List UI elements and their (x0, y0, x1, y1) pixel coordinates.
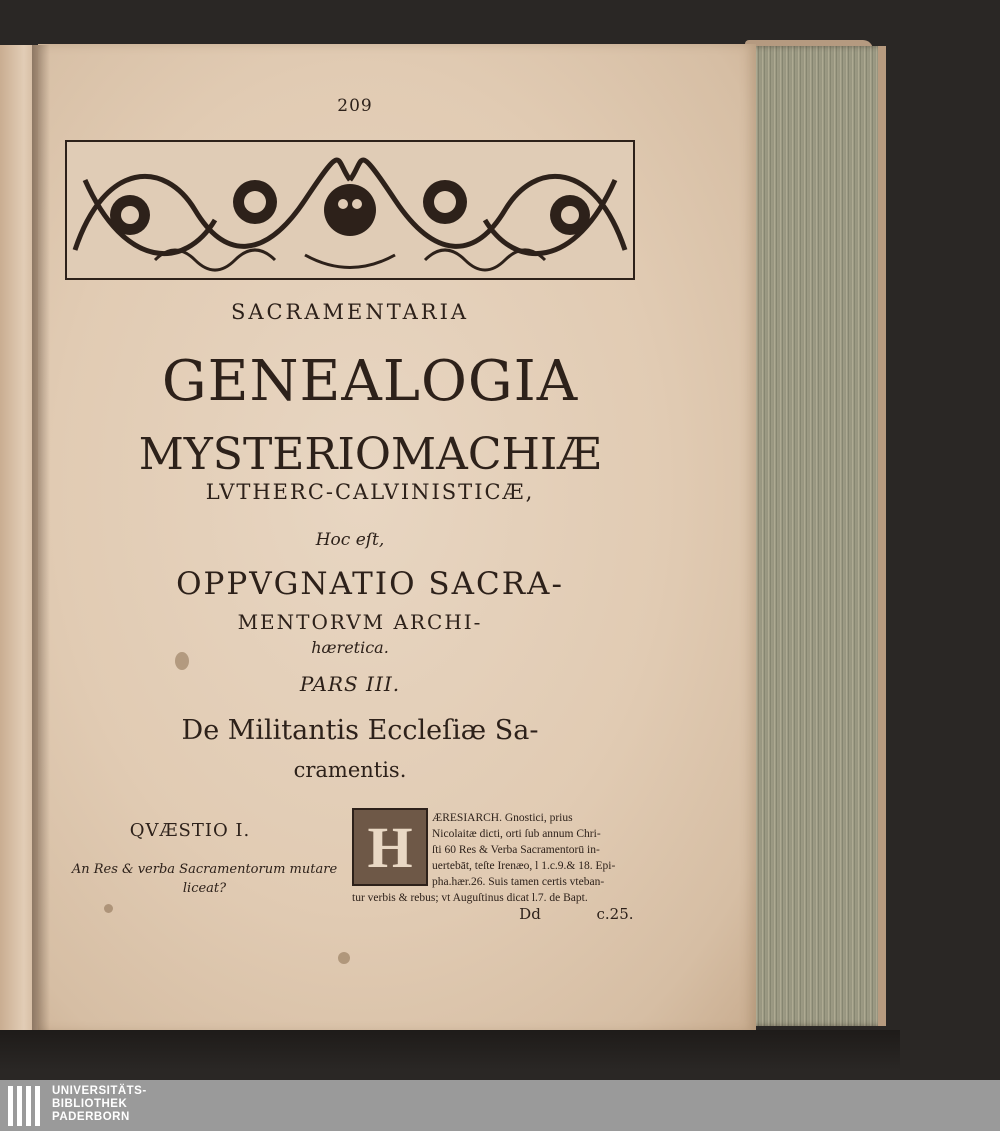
subtitle: SACRAMENTARIA (230, 300, 470, 324)
library-footer-bar (0, 1080, 1000, 1131)
paper-stain (175, 652, 189, 670)
paragraph-line: uertebāt, teſte Irenæo, l 1.c.9.& 18. Epi- (432, 860, 616, 872)
page-gutter-shadow (32, 45, 50, 1030)
oppugnatio-line-2: MENTORVM ARCHI- (237, 610, 483, 634)
paragraph-line: ſti 60 Res & Verba Sacramentorū in- (432, 844, 600, 856)
question-line-1: An Res & verba Sacramentorum mutare (71, 862, 338, 877)
woodcut-ornament-headpiece (65, 140, 635, 280)
page-number: 209 (337, 96, 373, 116)
oppugnatio-line-3: hæretica. (311, 638, 389, 657)
paragraph-last-line: tur verbis & rebus; vt Auguſtinus dicat l.7. de Bapt. (352, 892, 588, 904)
pars-heading: PARS III. (299, 672, 401, 696)
library-logo-icon (8, 1086, 44, 1126)
logo-line: PADERBORN (52, 1111, 130, 1123)
logo-line: BIBLIOTHEK (52, 1098, 128, 1110)
title-line-1: GENEALOGIA (161, 349, 579, 414)
paper-stain (338, 952, 350, 964)
paragraph-line: Nicolaitæ dicti, orti ſub annum Chri- (432, 828, 601, 840)
catchword: c.25. (596, 905, 634, 923)
oppugnatio-line-1: OPPVGNATIO SACRA- (176, 566, 564, 602)
paragraph-line: ÆRESIARCH. Gnostici, prius (432, 812, 573, 824)
paper-stain (104, 904, 113, 913)
initial-letter: H (367, 815, 413, 880)
question-text (62, 860, 347, 898)
title-line-3: LVTHERC-CALVINISTICÆ, (205, 480, 535, 504)
bottom-shadow (0, 1030, 900, 1070)
signature-mark: Dd (519, 905, 541, 923)
quaestio-heading: QVÆSTIO I. (129, 820, 251, 841)
paragraph-line: pha.hær.26. Suis tamen certis vteban- (432, 876, 605, 888)
logo-line: UNIVERSITÄTS- (52, 1085, 147, 1097)
title-line-2: MYSTERIOMACHIÆ (138, 429, 602, 480)
body-paragraph (432, 810, 662, 890)
section-heading-line-2: cramentis. (293, 758, 407, 782)
book-fore-edge (740, 46, 886, 1026)
section-heading-line-1: De Militantis Eccleſiæ Sa- (181, 715, 539, 746)
library-logo-text (52, 1085, 192, 1124)
hoc-est: Hoc eſt, (315, 530, 385, 550)
decorated-initial (352, 808, 428, 886)
question-line-2: liceat? (182, 881, 227, 896)
